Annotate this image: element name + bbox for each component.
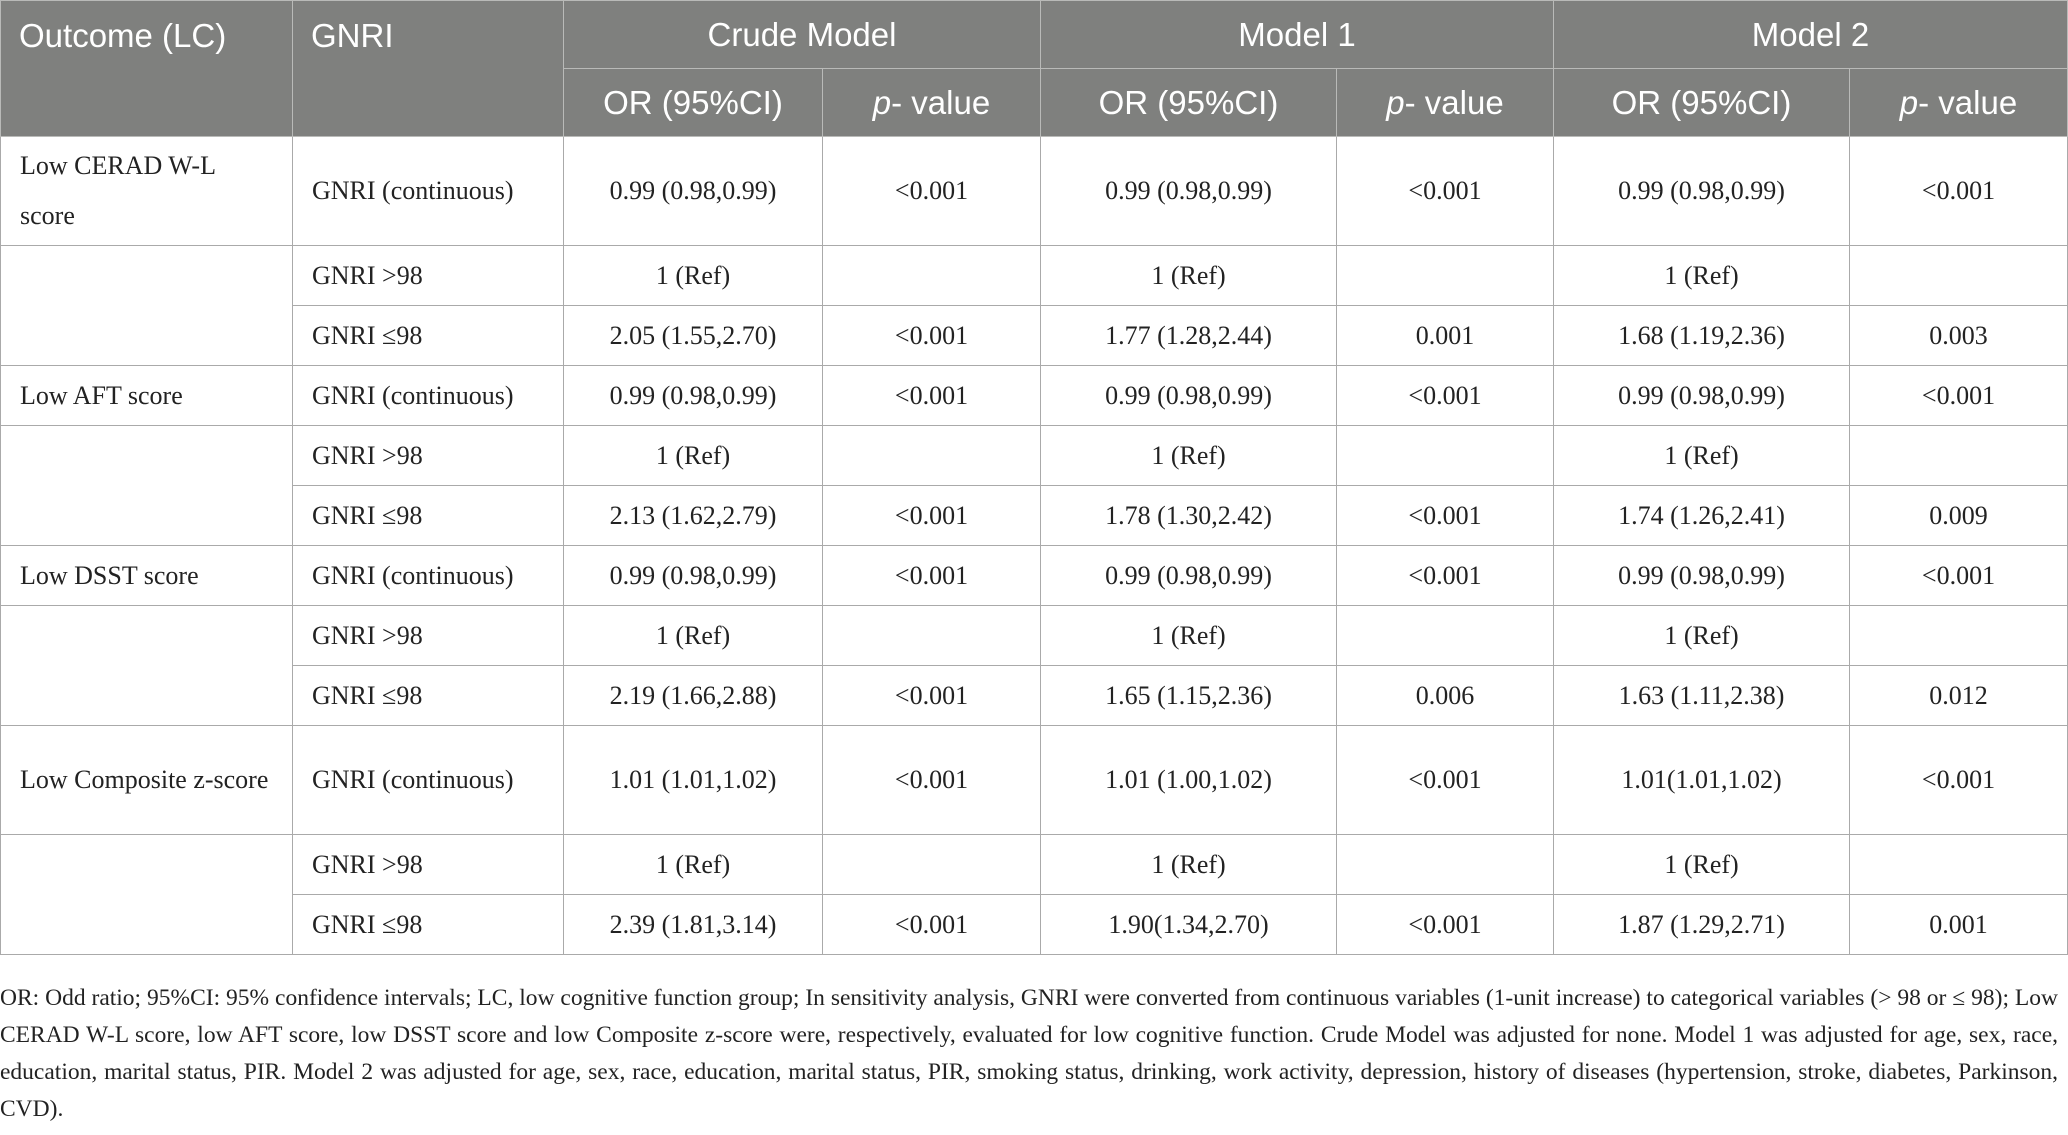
m1-or-cell: 0.99 (0.98,0.99) xyxy=(1041,366,1337,426)
crude-or-cell: 1 (Ref) xyxy=(564,246,823,306)
table-row xyxy=(1,246,2068,306)
gnri-cell: GNRI ≤98 xyxy=(293,486,564,546)
m2-p-cell: 0.009 xyxy=(1850,486,2068,546)
m2-p-cell xyxy=(1850,246,2068,306)
table-row xyxy=(1,835,2068,895)
outcome-cell: Low AFT score xyxy=(1,366,293,426)
header-p-model1 xyxy=(1337,69,1554,137)
crude-p-cell: <0.001 xyxy=(823,895,1041,955)
m1-or-cell: 1.01 (1.00,1.02) xyxy=(1041,726,1337,835)
gnri-cell: GNRI (continuous) xyxy=(293,726,564,835)
m2-p-cell: 0.001 xyxy=(1850,895,2068,955)
m1-or-cell: 1 (Ref) xyxy=(1041,246,1337,306)
crude-p-cell: <0.001 xyxy=(823,546,1041,606)
m1-p-cell xyxy=(1337,606,1554,666)
m2-or-cell: 1 (Ref) xyxy=(1554,426,1850,486)
m1-p-cell: 0.006 xyxy=(1337,666,1554,726)
m1-p-cell: <0.001 xyxy=(1337,726,1554,835)
m1-p-cell: <0.001 xyxy=(1337,486,1554,546)
header-outcome: Outcome (LC) xyxy=(1,1,293,137)
outcome-cell-empty xyxy=(1,246,293,366)
gnri-cell: GNRI >98 xyxy=(293,426,564,486)
m1-or-cell: 1.90(1.34,2.70) xyxy=(1041,895,1337,955)
header-model-1: Model 1 xyxy=(1041,1,1554,69)
m2-or-cell: 1.68 (1.19,2.36) xyxy=(1554,306,1850,366)
m2-p-cell: <0.001 xyxy=(1850,726,2068,835)
crude-p-cell: <0.001 xyxy=(823,306,1041,366)
crude-p-cell xyxy=(823,246,1041,306)
m1-or-cell: 1.65 (1.15,2.36) xyxy=(1041,666,1337,726)
header-gnri: GNRI xyxy=(293,1,564,137)
gnri-cell: GNRI (continuous) xyxy=(293,546,564,606)
crude-p-cell xyxy=(823,606,1041,666)
m2-or-cell: 0.99 (0.98,0.99) xyxy=(1554,546,1850,606)
crude-p-cell: <0.001 xyxy=(823,366,1041,426)
crude-p-cell xyxy=(823,426,1041,486)
m2-or-cell: 1 (Ref) xyxy=(1554,246,1850,306)
m2-p-cell: 0.003 xyxy=(1850,306,2068,366)
header-p-model2 xyxy=(1850,69,2068,137)
crude-p-cell: <0.001 xyxy=(823,726,1041,835)
m1-or-cell: 1 (Ref) xyxy=(1041,426,1337,486)
crude-or-cell: 2.39 (1.81,3.14) xyxy=(564,895,823,955)
gnri-cell: GNRI ≤98 xyxy=(293,666,564,726)
table-row xyxy=(1,726,2068,835)
table-row xyxy=(1,426,2068,486)
m2-p-cell: 0.012 xyxy=(1850,666,2068,726)
outcome-cell-empty xyxy=(1,606,293,726)
table-row xyxy=(1,306,2068,366)
m1-p-cell xyxy=(1337,426,1554,486)
gnri-cell: GNRI >98 xyxy=(293,835,564,895)
table-row xyxy=(1,486,2068,546)
crude-or-cell: 0.99 (0.98,0.99) xyxy=(564,546,823,606)
crude-or-cell: 2.13 (1.62,2.79) xyxy=(564,486,823,546)
m1-or-cell: 1.78 (1.30,2.42) xyxy=(1041,486,1337,546)
gnri-cell: GNRI >98 xyxy=(293,606,564,666)
m2-p-cell: <0.001 xyxy=(1850,366,2068,426)
m1-or-cell: 1 (Ref) xyxy=(1041,835,1337,895)
m1-p-cell xyxy=(1337,835,1554,895)
gnri-cell: GNRI >98 xyxy=(293,246,564,306)
m1-p-cell: <0.001 xyxy=(1337,895,1554,955)
crude-or-cell: 1 (Ref) xyxy=(564,606,823,666)
outcome-cell: Low CERAD W-L score xyxy=(1,137,293,246)
p-rest: - value xyxy=(1404,83,1504,121)
m1-p-cell: 0.001 xyxy=(1337,306,1554,366)
crude-p-cell: <0.001 xyxy=(823,666,1041,726)
table-row xyxy=(1,606,2068,666)
outcome-cell-empty xyxy=(1,426,293,546)
header-or-model1: OR (95%CI) xyxy=(1041,69,1337,137)
m2-or-cell: 0.99 (0.98,0.99) xyxy=(1554,137,1850,246)
gnri-cell: GNRI ≤98 xyxy=(293,306,564,366)
m1-or-cell: 1 (Ref) xyxy=(1041,606,1337,666)
m2-p-cell xyxy=(1850,426,2068,486)
m2-or-cell: 1 (Ref) xyxy=(1554,835,1850,895)
m2-p-cell xyxy=(1850,606,2068,666)
m2-or-cell: 1.87 (1.29,2.71) xyxy=(1554,895,1850,955)
outcome-cell-empty xyxy=(1,835,293,955)
m2-p-cell: <0.001 xyxy=(1850,137,2068,246)
header-or-model2: OR (95%CI) xyxy=(1554,69,1850,137)
gnri-cell: GNRI ≤98 xyxy=(293,895,564,955)
table-header xyxy=(1,1,2068,137)
table-footnote: OR: Odd ratio; 95%CI: 95% confidence intervals; LC, low cognitive function group; In sensitivity analysis, GNRI were converted from continuous variables (1-unit increase) to categorical variables (> 98 or ≤ 98); Low CERAD W-L score, low AFT score, low DSST score and low Composite z-score were, respectively, evaluated for low cognitive function. Crude Model was adjusted for none. Model 1 was adjusted for age, sex, race, education, marital status, PIR. Model 2 was adjusted for age, sex, race, education, marital status, PIR, smoking status, drinking, work activity, depression, history of diseases (hypertension, stroke, diabetes, Parkinson, CVD). xyxy=(0,985,2058,1122)
m2-or-cell: 1 (Ref) xyxy=(1554,606,1850,666)
header-p-crude xyxy=(823,69,1041,137)
p-italic: p xyxy=(872,83,892,121)
table-row xyxy=(1,137,2068,246)
table-row xyxy=(1,666,2068,726)
m1-or-cell: 1.77 (1.28,2.44) xyxy=(1041,306,1337,366)
m2-or-cell: 1.63 (1.11,2.38) xyxy=(1554,666,1850,726)
crude-or-cell: 1.01 (1.01,1.02) xyxy=(564,726,823,835)
m1-or-cell: 0.99 (0.98,0.99) xyxy=(1041,546,1337,606)
gnri-cell: GNRI (continuous) xyxy=(293,366,564,426)
header-or-crude: OR (95%CI) xyxy=(564,69,823,137)
crude-or-cell: 1 (Ref) xyxy=(564,426,823,486)
m1-or-cell: 0.99 (0.98,0.99) xyxy=(1041,137,1337,246)
m1-p-cell: <0.001 xyxy=(1337,366,1554,426)
m1-p-cell xyxy=(1337,246,1554,306)
crude-p-cell: <0.001 xyxy=(823,486,1041,546)
crude-or-cell: 0.99 (0.98,0.99) xyxy=(564,137,823,246)
header-model-2: Model 2 xyxy=(1554,1,2068,69)
m2-or-cell: 1.74 (1.26,2.41) xyxy=(1554,486,1850,546)
table-body xyxy=(1,137,2068,955)
m1-p-cell: <0.001 xyxy=(1337,137,1554,246)
m2-or-cell: 1.01(1.01,1.02) xyxy=(1554,726,1850,835)
crude-or-cell: 2.19 (1.66,2.88) xyxy=(564,666,823,726)
p-italic: p xyxy=(1899,83,1919,121)
table-row xyxy=(1,546,2068,606)
crude-or-cell: 0.99 (0.98,0.99) xyxy=(564,366,823,426)
table-row xyxy=(1,366,2068,426)
m2-p-cell: <0.001 xyxy=(1850,546,2068,606)
outcome-cell: Low Composite z-score xyxy=(1,726,293,835)
crude-p-cell xyxy=(823,835,1041,895)
m2-p-cell xyxy=(1850,835,2068,895)
m1-p-cell: <0.001 xyxy=(1337,546,1554,606)
crude-or-cell: 2.05 (1.55,2.70) xyxy=(564,306,823,366)
outcome-cell: Low DSST score xyxy=(1,546,293,606)
crude-or-cell: 1 (Ref) xyxy=(564,835,823,895)
p-rest: - value xyxy=(891,83,991,121)
p-rest: - value xyxy=(1918,83,2018,121)
crude-p-cell: <0.001 xyxy=(823,137,1041,246)
p-italic: p xyxy=(1386,83,1405,121)
table-row xyxy=(1,895,2068,955)
m2-or-cell: 0.99 (0.98,0.99) xyxy=(1554,366,1850,426)
gnri-cell: GNRI (continuous) xyxy=(293,137,564,246)
header-model-crude: Crude Model xyxy=(564,1,1041,69)
